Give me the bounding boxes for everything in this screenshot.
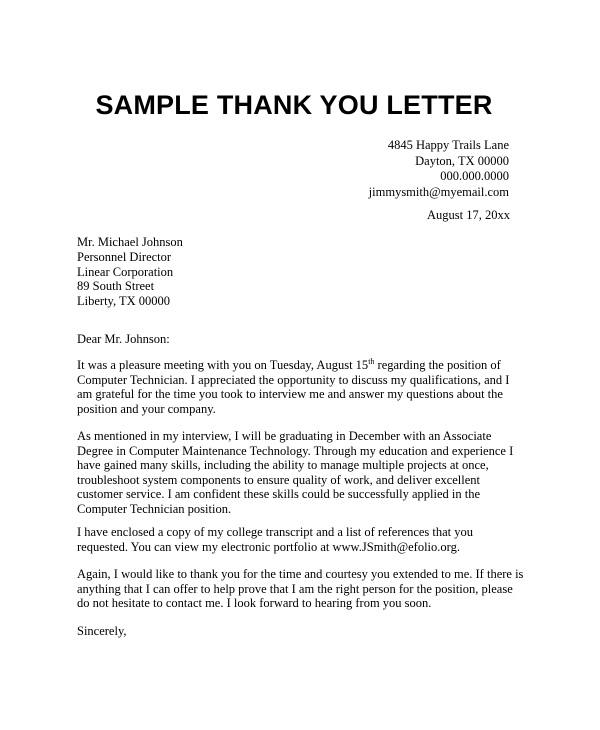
paragraph-3-line: requested. You can view my electronic portfolio at www.JSmith@efolio.org. — [77, 539, 460, 554]
recipient-name: Mr. Michael Johnson — [77, 235, 183, 249]
paragraph-1-line-3: am grateful for the time you took to interview me and answer my questions about the — [77, 387, 503, 402]
salutation: Dear Mr. Johnson: — [77, 332, 170, 346]
paragraph-4 — [77, 567, 597, 611]
sender-city: Dayton, TX 00000 — [415, 153, 509, 168]
paragraph-2-line: Degree in Computer Maintenance Technology. Through my education and experience I — [77, 443, 514, 458]
paragraph-4-line: do not hesitate to contact me. I look forward to hearing from you soon. — [77, 596, 432, 611]
sender-street: 4845 Happy Trails Lane — [387, 138, 509, 152]
paragraph-4-line: anything that I can offer to help prove that I am the right person for the position, please — [77, 581, 513, 596]
ordinal-suffix: th — [368, 357, 375, 366]
paragraph-2 — [77, 429, 597, 517]
paragraph-1-line-1-text: It was a pleasure meeting with you on Tuesday, August 15 — [77, 358, 369, 372]
recipient-street: 89 South Street — [77, 279, 155, 294]
sender-phone: 000.000.0000 — [440, 169, 509, 183]
recipient-address-block — [77, 235, 183, 309]
recipient-city: Liberty, TX 00000 — [77, 294, 171, 309]
recipient-company: Linear Corporation — [77, 264, 174, 279]
paragraph-1-line-1 — [77, 358, 597, 373]
paragraph-1-line-4: position and your company. — [77, 401, 216, 416]
paragraph-2-line: troubleshoot system components to ensure quality of work, and deliver excellent — [77, 472, 481, 487]
paragraph-3-line: I have enclosed a copy of my college transcript and a list of references that you — [77, 525, 474, 539]
paragraph-2-line: As mentioned in my interview, I will be graduating in December with an Associate — [77, 429, 492, 443]
paragraph-2-line: have gained many skills, including the ability to manage multiple projects at once, — [77, 458, 489, 473]
paragraph-2-line: Computer Technician position. — [77, 501, 232, 516]
paragraph-1-line-2: Computer Technician. I appreciated the opportunity to discuss my qualifications, and I — [77, 372, 510, 387]
recipient-title: Personnel Director — [77, 249, 172, 264]
letter-title: SAMPLE THANK YOU LETTER — [95, 90, 493, 120]
sender-address-block — [369, 138, 509, 200]
paragraph-1 — [77, 358, 597, 416]
paragraph-3 — [77, 525, 597, 554]
letter-date: August 17, 20xx — [427, 208, 510, 222]
paragraph-2-line: customer service. I am confident these skills could be successfully applied in the — [77, 487, 481, 502]
paragraph-1-line-1-rest: regarding the position of — [374, 358, 501, 372]
closing: Sincerely, — [77, 624, 127, 638]
sender-email: jimmysmith@myemail.com — [368, 184, 509, 199]
paragraph-4-line: Again, I would like to thank you for the time and courtesy you extended to me. If there is — [77, 567, 524, 581]
